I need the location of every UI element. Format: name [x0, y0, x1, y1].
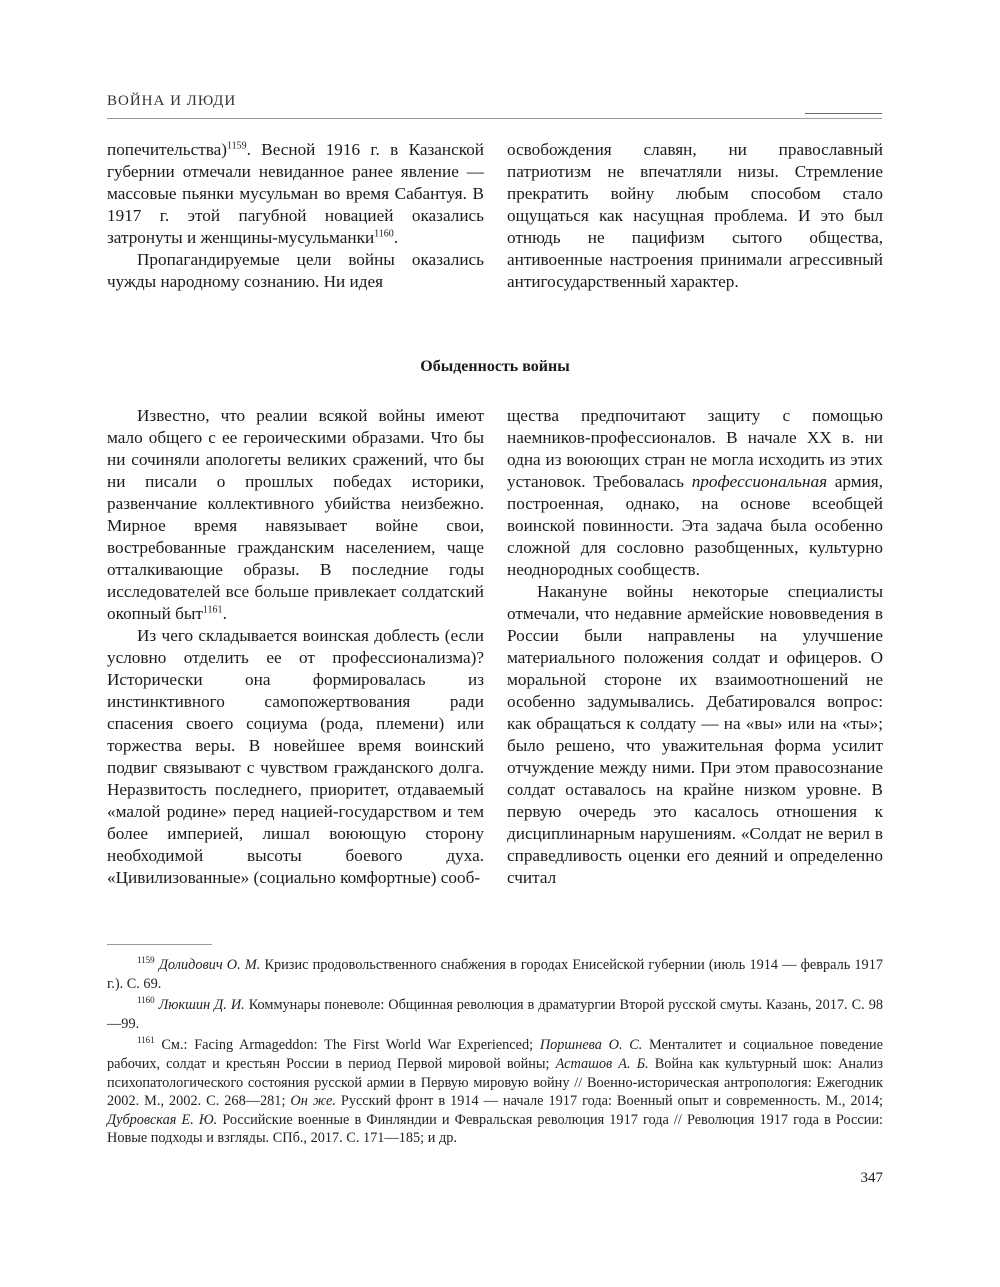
text-run: Известно, что реалии всякой войны имеют мало общего с ее героическими образами. Что бы ни сочиняли апологеты великих сражений, что бы ни писали о прошлых победах историки, развенчание коллективного убийства неизбежно. Мирное время навязывает войне свои, востребованные гражданским населением, чаще отталкивающие образы. В последние годы исследователей все больше привлекает солдатский окопный быт — [107, 406, 484, 623]
bottom-right-column — [507, 405, 883, 889]
paragraph — [507, 405, 883, 581]
footnote-ref[interactable]: 1160 — [374, 228, 394, 240]
footnote-number: 1159 — [137, 955, 155, 966]
footnote-number: 1160 — [137, 995, 155, 1006]
paragraph — [107, 405, 484, 625]
top-left-column — [107, 139, 484, 293]
header-rule-accent — [805, 113, 882, 114]
footnote — [107, 996, 883, 1033]
bottom-left-column — [107, 405, 484, 889]
section-title: Обыденность войны — [420, 358, 570, 375]
footnote-ref[interactable]: 1159 — [226, 140, 247, 152]
paragraph: Накануне войны некоторые специалисты отмечали, что недавние армейские нововведения в России были направлены на улучшение материального положения солдат и офицеров. О моральной стороне их взаимоотношений не особенно задумывались. Дебатировался вопрос: как обращаться к солдату — на «вы» или на «ты»; было решено, что уважительная форма усилит отчуждение между ними. При этом правосознание солдат оставалось на крайне низком уровне. В первую очередь это касалось отношения к дисциплинарным нарушениям. «Солдат не верил в справедливость оценки его деяний и определенно считал — [507, 582, 883, 887]
text-run: См.: Facing Armageddon: The First World War Experienced; — [154, 1037, 540, 1054]
footnote-rule — [107, 944, 212, 945]
text-run: щества предпочитают защиту с помощью наемников-профессионалов. В начале XX в. ни одна из воюющих стран не могла исходить из этих установок. Требовалась — [507, 406, 883, 491]
top-right-column — [507, 139, 883, 293]
author-name: Поршнева О. С. — [539, 1037, 643, 1054]
author-name: Асташов А. Б. — [555, 1055, 649, 1072]
paragraph: освобождения славян, ни православный патриотизм не впечатляли низы. Стремление прекратить войну любым способом стало ощущаться как насущная проблема. И это был отнюдь не пацифизм сытого общества, антивоенные настроения принимали агрессивный антигосударственный характер. — [507, 140, 883, 291]
text-run: Русский фронт в 1914 — начале 1917 года: Военный опыт и современность. М., 2014; — [335, 1093, 883, 1110]
paragraph — [107, 139, 484, 249]
text-run: . — [222, 604, 227, 623]
paragraph: Из чего складывается воинская доблесть (если условно отделить ее от профессионализма)? Исторически она формировалась из инстинктивного самопожертвования ради спасения своего социума (рода, племени) или торжества веры. В новейшее время воинский подвиг связывают с чувством гражданского долга. Неразвитость последнего, приоритет, отдаваемый «малой родине» перед нацией-государством и тем более империей, лишал воюющую сторону необходимой высоты боевого духа. «Цивилизованные» (социально комфортные) сооб- — [107, 626, 484, 887]
text-run: . Весной 1916 г. в Казанской губернии отмечали невиданное ранее явление — массовые пьянки мусульман во время Сабантуя. В 1917 г. этой пагубной новацией оказались затронуты и женщины-мусульманки — [107, 140, 484, 247]
author-name: Дубровская Е. Ю. — [107, 1111, 218, 1128]
footnote — [107, 1036, 883, 1148]
running-head: ВОЙНА И ЛЮДИ — [107, 93, 237, 109]
text-run: Менталитет и социальное поведение рабочих, солдат и крестьян России в период Первой мировой войны; — [107, 1037, 883, 1072]
header-rule — [107, 118, 882, 119]
author-name: Он же. — [290, 1093, 336, 1110]
footnote-number: 1161 — [137, 1035, 155, 1046]
text-run: . — [393, 228, 399, 247]
page-number: 347 — [860, 1170, 883, 1186]
footnote-ref[interactable]: 1161 — [202, 604, 223, 616]
italic-term: профессиональная — [691, 472, 828, 491]
footnote — [107, 956, 883, 993]
text-run: армия, построенная, однако, на основе всеобщей воинской повинности. Эта задача была особенно сложной для сословно разобщенных, культурно неоднородных сообществ. — [507, 472, 883, 579]
text-run: попечительства) — [107, 140, 227, 159]
text-run: Коммунары поневоле: Общинная революция в драматургии Второй русской смуты. Казань, 2017. С. 98—99. — [107, 997, 883, 1032]
text-run: Война как культурный шок: Анализ психопатологического состояния русской армии в Первую мировую войну // Военно-историческая антропология: Ежегодник 2002. М., 2002. С. 268—281; — [107, 1055, 883, 1110]
author-name: Долидович О. М. — [158, 957, 261, 973]
footnotes — [107, 956, 883, 1151]
author-name: Люкшин Д. И. — [158, 997, 245, 1014]
paragraph: Пропагандируемые цели войны оказались чужды народному сознанию. Ни идея — [107, 250, 484, 291]
text-run: Кризис продовольственного снабжения в городах Енисейской губернии (июль 1914 — февраль 1917 г.). С. 69. — [107, 957, 884, 992]
text-run: Российские военные в Финляндии и Февральская революция 1917 года // Революция 1917 года в России: Новые подходы и взгляды. СПб., 2017. С. 171—185; и др. — [107, 1111, 883, 1147]
